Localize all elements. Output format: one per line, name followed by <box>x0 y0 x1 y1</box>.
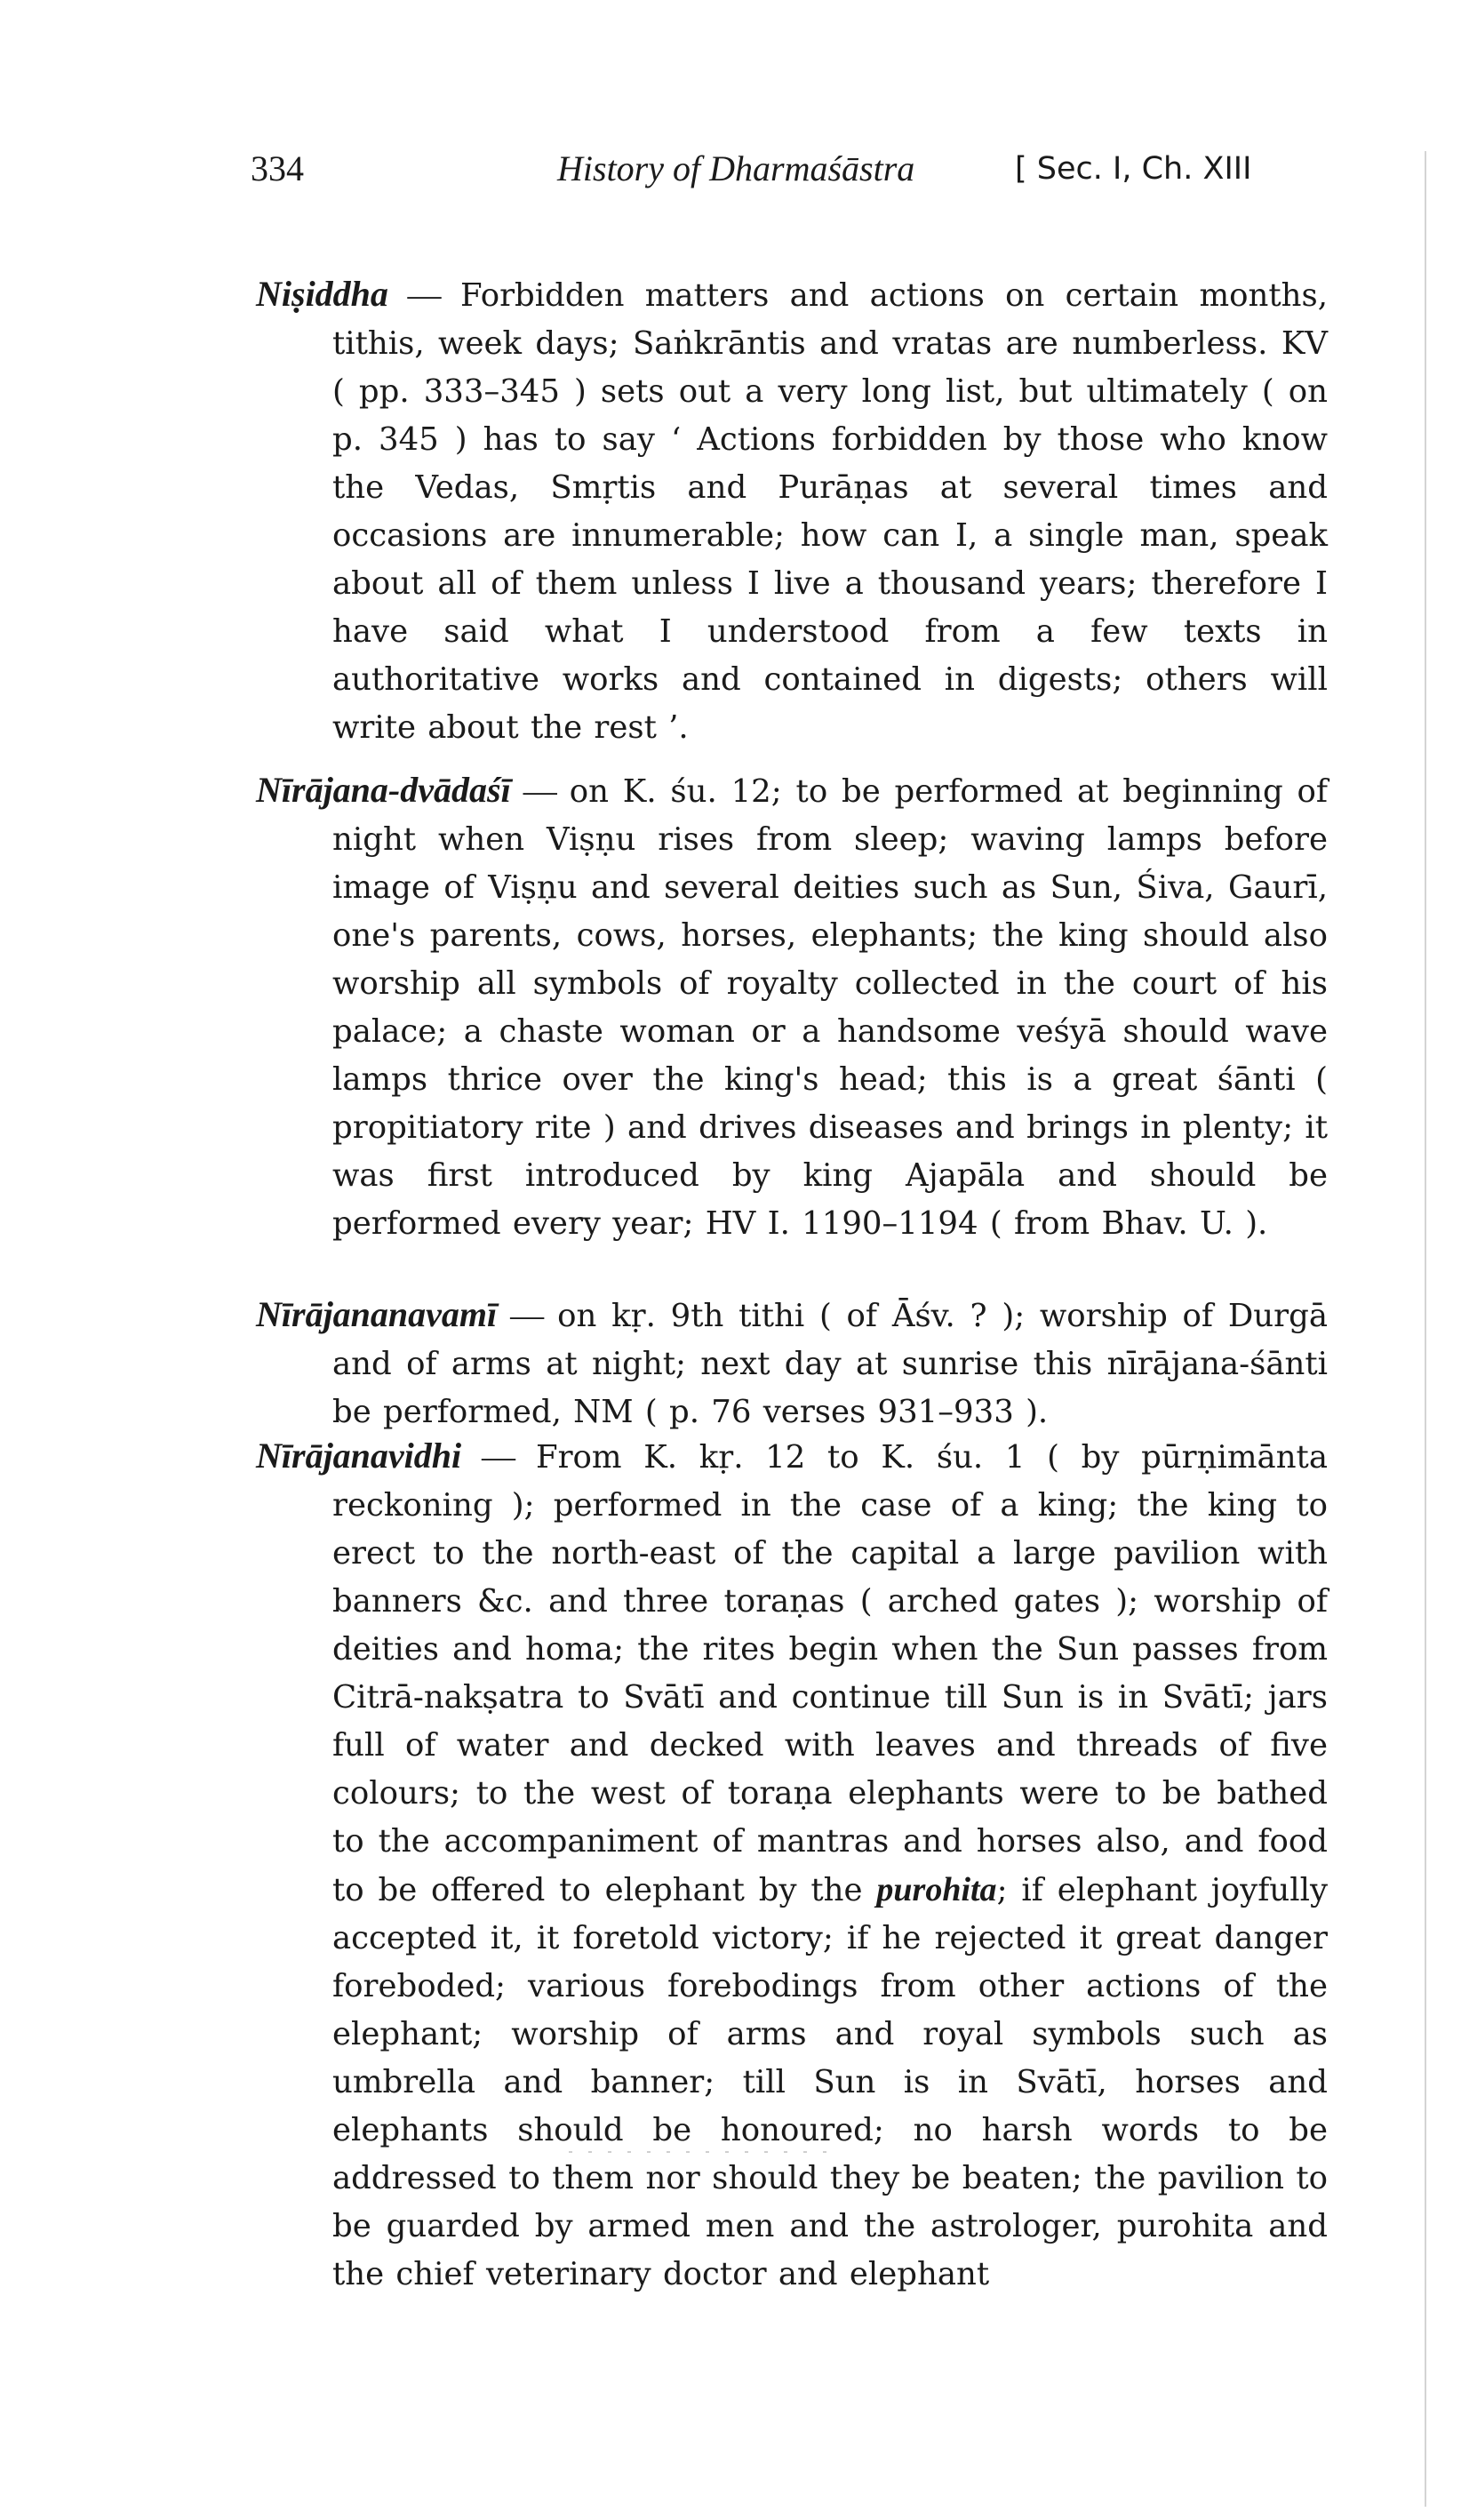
entry-term: Nīrājanavidhi <box>256 1435 462 1476</box>
entry-separator: — <box>497 1296 558 1334</box>
entry-emphasis: purohita <box>876 1870 997 1908</box>
running-title: History of Dharmaśāstra <box>557 148 915 188</box>
entry-term: Niṣiddha <box>256 273 388 314</box>
entry-text-continued: ; if elephant joyfully accepted it, it foretold victory; if he rejected it great danger foreboded; various forebodings from other actions of the elephant; worship of arms and royal symbols such as umbrella and banner; till Sun is in Svātī, horses and elephants should be honoured; no harsh words to be addressed to them nor should they be beaten; the pavilion to be guarded by armed men and the astrologer, purohita and the chief veterinary doctor and elephant <box>332 1871 1328 2292</box>
glossary-entry <box>256 1291 1328 1436</box>
entry-text: on K. śu. 12; to be performed at beginning of night when Viṣṇu rises from sleep; waving lamps before image of Viṣṇu and several deities such as Sun, Śiva, Gaurī, one's parents, cows, horses, elephants; the king should also worship all symbols of royalty collected in the court of his palace; a chaste woman or a handsome veśyā should wave lamps thrice over the king's head; this is a great śānti ( propitiatory rite ) and drives diseases and brings in plenty; it was first introduced by king Ajapāla and should be performed every year; HV I. 1190–1194 ( from Bhav. U. ). <box>332 772 1328 1242</box>
entry-term: Nīrājananavamī <box>256 1293 498 1334</box>
page-number: 334 <box>251 148 304 188</box>
entry-separator: — <box>461 1437 536 1476</box>
glossary-entry <box>256 1432 1328 2299</box>
page-edge-line <box>1425 151 1426 2507</box>
entry-text: From K. kṛ. 12 to K. śu. 1 ( by pūrṇimānta reckoning ); performed in the case of a king; the king to erect to the north-east of the capital a large pavilion with banners &c. and three toraṇas ( arched gates ); worship of deities and homa; the rites begin when the Sun passes from Citrā-nakṣatra to Svātī and continue till Sun is in Svātī; jars full of water and decked with leaves and threads of five colours; to the west of toraṇa elephants were to be bathed to the accompaniment of mantras and horses also, and food to be offered to elephant by the <box>332 1438 1328 1908</box>
glossary-entry <box>256 270 1328 752</box>
entry-term: Nīrājana-dvādaśī <box>256 769 511 810</box>
section-reference: [ Sec. I, Ch. XIII <box>1015 151 1252 187</box>
entry-separator: — <box>387 276 460 314</box>
scan-smudge <box>569 2151 835 2153</box>
glossary-entry <box>256 766 1328 1248</box>
entry-text: on kṛ. 9th tithi ( of Āśv. ? ); worship of Durgā and of arms at night; next day at sunrise this nīrājana-śānti be performed, NM ( p. 76 verses 931–933 ). <box>332 1297 1329 1430</box>
entry-text: Forbidden matters and actions on certain months, tithis, week days; Saṅkrāntis and vratas are numberless. KV ( pp. 333–345 ) sets out a very long list, but ultimately ( on p. 345 ) has to say ‘ Actions forbidden by those who know the Vedas, Smṛtis and Purāṇas at several times and occasions are innumerable; how can I, a single man, speak about all of them unless I live a thousand years; therefore I have said what I understood from a few texts in authoritative works and contained in digests; others will write about the rest ’. <box>332 276 1328 746</box>
page-header <box>251 147 1353 191</box>
entry-separator: — <box>510 772 570 810</box>
